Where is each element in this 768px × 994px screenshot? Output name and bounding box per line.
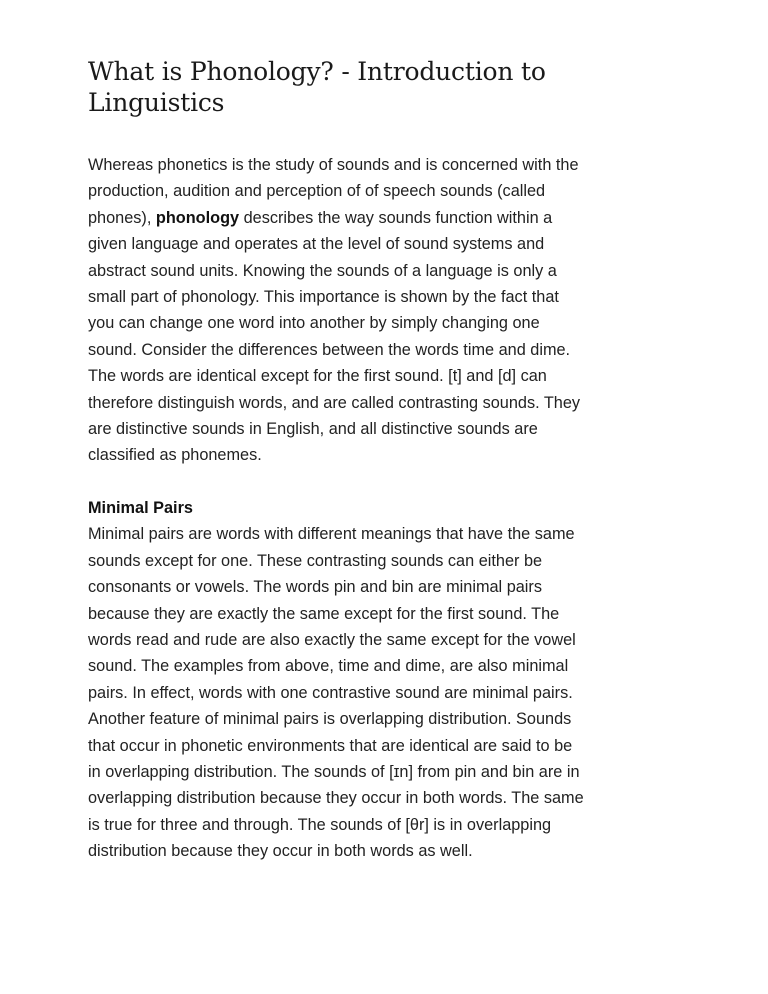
phonology-term: phonology xyxy=(155,208,240,227)
intro-text-before: Whereas phonetics is the study of sounds and is concerned with the production, audition and perception of of speech sounds (called phones), xyxy=(88,156,579,227)
intro-text-after: describes the way sounds function within a given language and operates at the level of sound systems and abstract sound units. Knowing the sounds of a language is only a small part of phonology. This importance is shown by the fact that you can change one word into another by simply changing one sound. Consider the differences between the words time and dime. The words are identical except for the first sound. [t] and [d] can therefore distinguish words, and are called contrasting sounds. They are distinctive sounds in English, and all distinctive sounds are classified as phonemes. xyxy=(88,208,581,465)
intro-paragraph xyxy=(88,152,588,469)
minimal-pairs-heading: Minimal Pairs xyxy=(88,498,193,517)
minimal-pairs-paragraph: Minimal pairs are words with different meanings that have the same sounds except for one. These contrasting sounds can either be consonants or vowels. The words pin and bin are minimal pairs because they are exactly the same except for the first sound. The words read and rude are also exactly the same except for the vowel sound. The examples from above, time and dime, are also minimal pairs. In effect, words with one contrastive sound are minimal pairs. Another feature of minimal pairs is overlapping distribution. Sounds that occur in phonetic environments that are identical are said to be in overlapping distribution. The sounds of [ɪn] from pin and bin are in overlapping distribution because they occur in both words. The same is true for three and through. The sounds of [θr] is in overlapping distribution because they occur in both words as well. xyxy=(88,525,584,861)
minimal-pairs-section xyxy=(88,495,588,865)
article xyxy=(88,56,588,865)
page-title: What is Phonology? - Introduction to Linguistics xyxy=(88,57,546,117)
